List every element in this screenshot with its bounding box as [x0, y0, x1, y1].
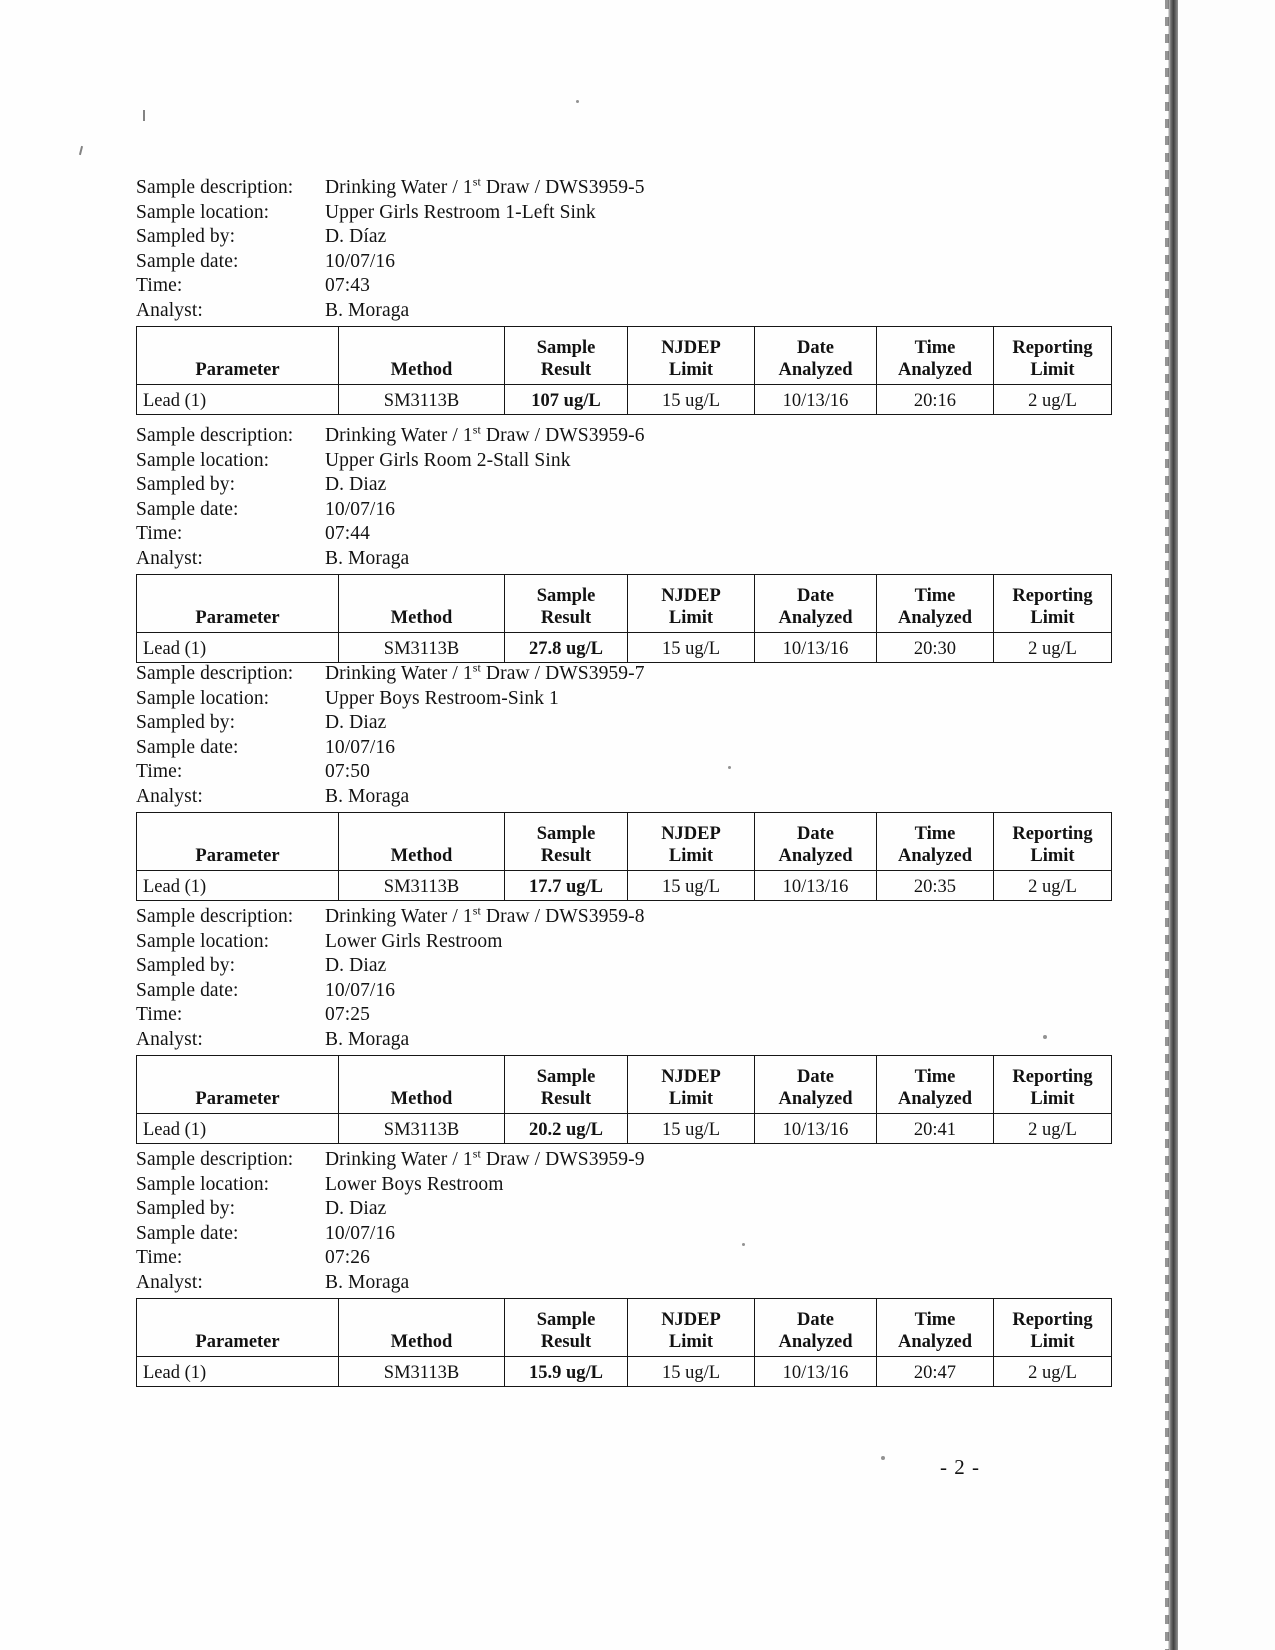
column-header-njdep-limit: NJDEP Limit: [628, 1298, 755, 1356]
meta-row-sample-location: [136, 449, 1111, 474]
cell-parameter: Lead (1): [137, 870, 339, 900]
results-table-header-row: [137, 574, 1112, 632]
meta-label-sampled-by: Sampled by:: [136, 474, 236, 496]
cell-date-analyzed: 10/13/16: [755, 632, 877, 662]
cell-method: SM3113B: [339, 632, 505, 662]
cell-time-analyzed: 20:47: [877, 1356, 994, 1386]
meta-value-analyst: B. Moraga: [325, 1028, 410, 1050]
column-header-parameter: Parameter: [137, 326, 339, 384]
meta-value-time: 07:43: [325, 275, 370, 297]
sample-block: [136, 905, 1111, 1144]
table-row: [137, 384, 1112, 414]
meta-row-sampled-by: [136, 711, 1111, 736]
meta-row-sampled-by: [136, 954, 1111, 979]
table-row: [137, 632, 1112, 662]
cell-method: SM3113B: [339, 1113, 505, 1143]
sample-metadata: [136, 424, 1111, 572]
meta-row-time: [136, 1246, 1111, 1271]
column-header-time-analyzed: Time Analyzed: [877, 1298, 994, 1356]
cell-reporting-limit: 2 ug/L: [994, 870, 1112, 900]
meta-label-sampled-by: Sampled by:: [136, 955, 236, 977]
cell-date-analyzed: 10/13/16: [755, 1113, 877, 1143]
meta-value-analyst: B. Moraga: [325, 547, 410, 569]
meta-row-sample-location: [136, 201, 1111, 226]
cell-sample-result: 20.2 ug/L: [505, 1113, 628, 1143]
meta-row-analyst: [136, 785, 1111, 810]
cell-method: SM3113B: [339, 870, 505, 900]
meta-value-sample-location: Upper Boys Restroom-Sink 1: [325, 687, 559, 709]
meta-value-sampled-by: D. Diaz: [325, 955, 387, 977]
scan-edge-artifact: [1168, 0, 1178, 1650]
meta-value-sampled-by: D. Diaz: [325, 712, 387, 734]
column-header-time-analyzed: Time Analyzed: [877, 326, 994, 384]
meta-row-sample-description: [136, 905, 1111, 930]
meta-row-sampled-by: [136, 1197, 1111, 1222]
meta-row-sample-location: [136, 930, 1111, 955]
table-row: [137, 870, 1112, 900]
cell-njdep-limit: 15 ug/L: [628, 870, 755, 900]
column-header-date-analyzed: Date Analyzed: [755, 326, 877, 384]
meta-label-analyst: Analyst:: [136, 547, 203, 569]
column-header-method: Method: [339, 812, 505, 870]
column-header-date-analyzed: Date Analyzed: [755, 812, 877, 870]
meta-label-sample-description: Sample description:: [136, 177, 294, 198]
meta-label-time: Time:: [136, 1247, 183, 1269]
results-table: [136, 326, 1112, 415]
cell-sample-result: 17.7 ug/L: [505, 870, 628, 900]
meta-label-sample-location: Sample location:: [136, 449, 270, 471]
column-header-sample-result: Sample Result: [505, 812, 628, 870]
results-table: [136, 574, 1112, 663]
cell-method: SM3113B: [339, 384, 505, 414]
results-table-header-row: [137, 1298, 1112, 1356]
meta-label-sample-date: Sample date:: [136, 250, 239, 272]
meta-label-sample-date: Sample date:: [136, 736, 239, 758]
cell-reporting-limit: 2 ug/L: [994, 384, 1112, 414]
cell-njdep-limit: 15 ug/L: [628, 1113, 755, 1143]
meta-value-analyst: B. Moraga: [325, 1271, 410, 1293]
meta-row-sample-description: [136, 662, 1111, 687]
meta-label-time: Time:: [136, 761, 183, 783]
table-row: [137, 1113, 1112, 1143]
meta-row-sample-description: [136, 424, 1111, 449]
column-header-method: Method: [339, 1055, 505, 1113]
meta-value-sample-date: 10/07/16: [325, 250, 396, 272]
column-header-method: Method: [339, 326, 505, 384]
meta-row-analyst: [136, 1271, 1111, 1296]
column-header-method: Method: [339, 574, 505, 632]
meta-label-analyst: Analyst:: [136, 1028, 203, 1050]
column-header-reporting-limit: Reporting Limit: [994, 1055, 1112, 1113]
meta-label-sample-location: Sample location:: [136, 687, 270, 709]
meta-row-sample-location: [136, 1173, 1111, 1198]
meta-row-sample-date: [136, 250, 1111, 275]
column-header-njdep-limit: NJDEP Limit: [628, 812, 755, 870]
cell-date-analyzed: 10/13/16: [755, 384, 877, 414]
cell-njdep-limit: 15 ug/L: [628, 632, 755, 662]
cell-reporting-limit: 2 ug/L: [994, 1113, 1112, 1143]
meta-row-sample-location: [136, 687, 1111, 712]
column-header-reporting-limit: Reporting Limit: [994, 574, 1112, 632]
column-header-method: Method: [339, 1298, 505, 1356]
meta-row-sampled-by: [136, 473, 1111, 498]
meta-label-analyst: Analyst:: [136, 299, 203, 321]
scan-edge-speckle-artifact: [1165, 0, 1169, 1650]
meta-row-analyst: [136, 547, 1111, 572]
column-header-reporting-limit: Reporting Limit: [994, 326, 1112, 384]
meta-row-sample-date: [136, 1222, 1111, 1247]
meta-row-sample-date: [136, 979, 1111, 1004]
column-header-date-analyzed: Date Analyzed: [755, 1055, 877, 1113]
column-header-sample-result: Sample Result: [505, 574, 628, 632]
meta-value-sample-location: Lower Boys Restroom: [325, 1173, 504, 1195]
meta-label-analyst: Analyst:: [136, 1271, 203, 1293]
meta-label-sample-date: Sample date:: [136, 498, 239, 520]
cell-time-analyzed: 20:16: [877, 384, 994, 414]
meta-label-sample-description: Sample description:: [136, 663, 294, 684]
meta-row-time: [136, 1003, 1111, 1028]
meta-label-sampled-by: Sampled by:: [136, 1198, 236, 1220]
meta-row-sample-description: [136, 1148, 1111, 1173]
meta-value-time: 07:50: [325, 761, 370, 783]
cell-date-analyzed: 10/13/16: [755, 1356, 877, 1386]
meta-value-sample-description: Drinking Water / 1st Draw / DWS3959-9: [325, 1146, 645, 1170]
column-header-time-analyzed: Time Analyzed: [877, 1055, 994, 1113]
meta-row-sampled-by: [136, 225, 1111, 250]
cell-parameter: Lead (1): [137, 1113, 339, 1143]
meta-value-analyst: B. Moraga: [325, 785, 410, 807]
meta-value-sample-location: Lower Girls Restroom: [325, 930, 503, 952]
cell-reporting-limit: 2 ug/L: [994, 1356, 1112, 1386]
column-header-parameter: Parameter: [137, 812, 339, 870]
column-header-njdep-limit: NJDEP Limit: [628, 574, 755, 632]
column-header-date-analyzed: Date Analyzed: [755, 574, 877, 632]
results-table: [136, 1055, 1112, 1144]
meta-value-time: 07:25: [325, 1004, 370, 1026]
meta-value-sampled-by: D. Diaz: [325, 474, 387, 496]
results-table-header-row: [137, 1055, 1112, 1113]
sample-metadata: [136, 1148, 1111, 1296]
meta-label-sample-location: Sample location:: [136, 1173, 270, 1195]
meta-value-sampled-by: D. Diaz: [325, 1198, 387, 1220]
column-header-njdep-limit: NJDEP Limit: [628, 326, 755, 384]
results-table: [136, 812, 1112, 901]
sample-block: [136, 176, 1111, 415]
meta-row-sample-date: [136, 498, 1111, 523]
meta-label-sampled-by: Sampled by:: [136, 712, 236, 734]
column-header-parameter: Parameter: [137, 1055, 339, 1113]
cell-sample-result: 27.8 ug/L: [505, 632, 628, 662]
cell-parameter: Lead (1): [137, 632, 339, 662]
sample-block: [136, 1148, 1111, 1387]
cell-reporting-limit: 2 ug/L: [994, 632, 1112, 662]
cell-sample-result: 15.9 ug/L: [505, 1356, 628, 1386]
column-header-reporting-limit: Reporting Limit: [994, 812, 1112, 870]
meta-label-sample-location: Sample location:: [136, 930, 270, 952]
meta-value-sample-description: Drinking Water / 1st Draw / DWS3959-8: [325, 903, 645, 927]
cell-njdep-limit: 15 ug/L: [628, 1356, 755, 1386]
column-header-reporting-limit: Reporting Limit: [994, 1298, 1112, 1356]
page-number: - 2 -: [940, 1455, 980, 1479]
meta-label-time: Time:: [136, 1004, 183, 1026]
meta-value-analyst: B. Moraga: [325, 299, 410, 321]
column-header-njdep-limit: NJDEP Limit: [628, 1055, 755, 1113]
column-header-date-analyzed: Date Analyzed: [755, 1298, 877, 1356]
meta-row-sample-description: [136, 176, 1111, 201]
meta-label-sampled-by: Sampled by:: [136, 226, 236, 248]
column-header-parameter: Parameter: [137, 1298, 339, 1356]
meta-label-sample-date: Sample date:: [136, 979, 239, 1001]
meta-value-sample-location: Upper Girls Room 2-Stall Sink: [325, 449, 571, 471]
meta-value-sample-date: 10/07/16: [325, 979, 396, 1001]
meta-row-analyst: [136, 299, 1111, 324]
meta-value-time: 07:44: [325, 523, 370, 545]
meta-row-time: [136, 760, 1111, 785]
meta-row-time: [136, 522, 1111, 547]
meta-label-time: Time:: [136, 523, 183, 545]
meta-value-sample-date: 10/07/16: [325, 498, 396, 520]
sample-metadata: [136, 662, 1111, 810]
meta-label-sample-description: Sample description:: [136, 1149, 294, 1170]
sample-metadata: [136, 905, 1111, 1053]
cell-parameter: Lead (1): [137, 1356, 339, 1386]
meta-value-sampled-by: D. Díaz: [325, 226, 387, 248]
sample-metadata: [136, 176, 1111, 324]
column-header-time-analyzed: Time Analyzed: [877, 812, 994, 870]
cell-date-analyzed: 10/13/16: [755, 870, 877, 900]
meta-label-analyst: Analyst:: [136, 785, 203, 807]
cell-parameter: Lead (1): [137, 384, 339, 414]
cell-time-analyzed: 20:35: [877, 870, 994, 900]
column-header-parameter: Parameter: [137, 574, 339, 632]
cell-sample-result: 107 ug/L: [505, 384, 628, 414]
meta-value-sample-location: Upper Girls Restroom 1-Left Sink: [325, 201, 596, 223]
meta-value-time: 07:26: [325, 1247, 370, 1269]
meta-row-time: [136, 274, 1111, 299]
page-right-margin: [1178, 0, 1275, 1650]
results-table-header-row: [137, 326, 1112, 384]
meta-row-sample-date: [136, 736, 1111, 761]
cell-time-analyzed: 20:30: [877, 632, 994, 662]
column-header-sample-result: Sample Result: [505, 326, 628, 384]
sample-block: [136, 424, 1111, 663]
meta-label-sample-description: Sample description:: [136, 906, 294, 927]
table-row: [137, 1356, 1112, 1386]
meta-label-sample-date: Sample date:: [136, 1222, 239, 1244]
cell-time-analyzed: 20:41: [877, 1113, 994, 1143]
cell-method: SM3113B: [339, 1356, 505, 1386]
meta-row-analyst: [136, 1028, 1111, 1053]
column-header-time-analyzed: Time Analyzed: [877, 574, 994, 632]
meta-label-time: Time:: [136, 275, 183, 297]
column-header-sample-result: Sample Result: [505, 1298, 628, 1356]
sample-block: [136, 662, 1111, 901]
meta-value-sample-date: 10/07/16: [325, 736, 396, 758]
meta-label-sample-location: Sample location:: [136, 201, 270, 223]
meta-value-sample-description: Drinking Water / 1st Draw / DWS3959-7: [325, 660, 645, 684]
results-table: [136, 1298, 1112, 1387]
results-table-header-row: [137, 812, 1112, 870]
meta-value-sample-description: Drinking Water / 1st Draw / DWS3959-5: [325, 174, 645, 198]
meta-value-sample-date: 10/07/16: [325, 1222, 396, 1244]
meta-value-sample-description: Drinking Water / 1st Draw / DWS3959-6: [325, 422, 645, 446]
column-header-sample-result: Sample Result: [505, 1055, 628, 1113]
meta-label-sample-description: Sample description:: [136, 425, 294, 446]
cell-njdep-limit: 15 ug/L: [628, 384, 755, 414]
